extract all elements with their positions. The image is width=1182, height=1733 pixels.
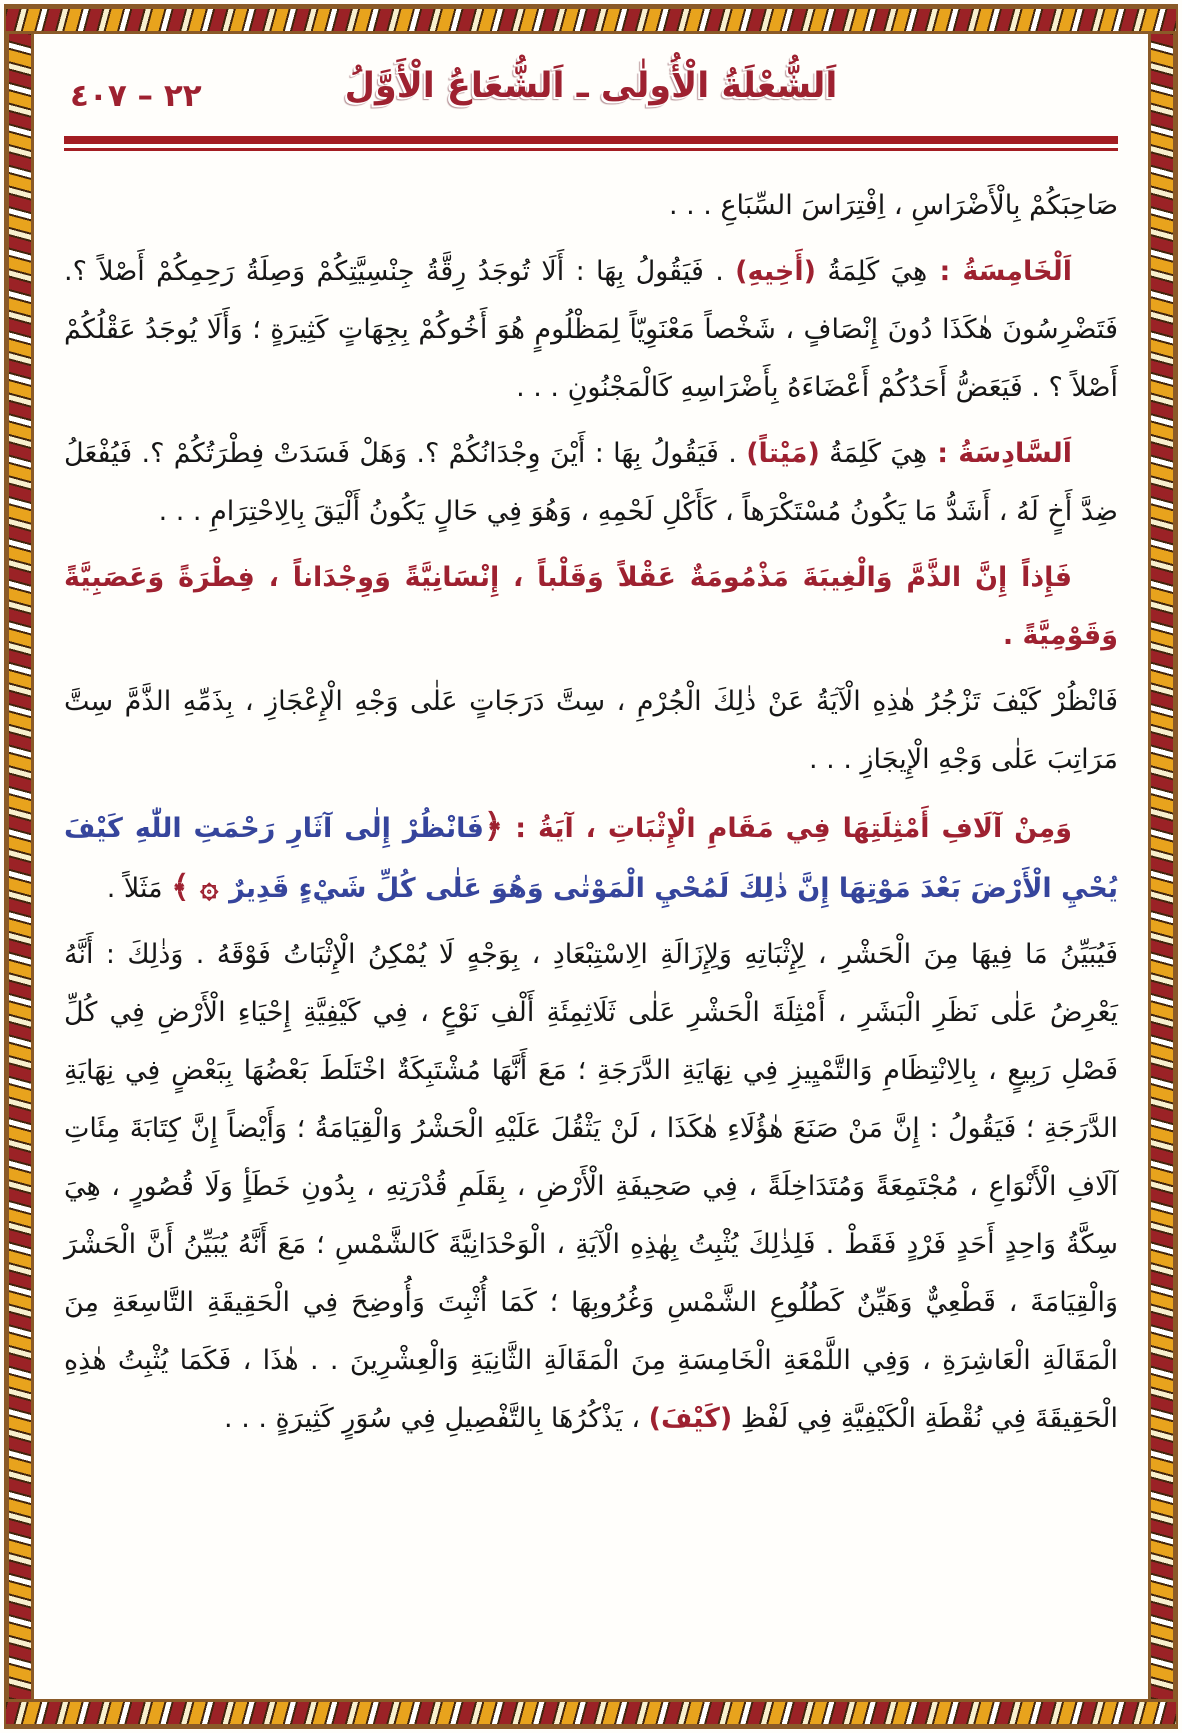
highlighted-word: (أَخِيهِ) (735, 256, 816, 287)
text-run: فَيُبَيِّنُ مَا فِيهَا مِنَ الْحَشْرِ ، لِإِثْبَاتِهِ وَلِإِزَالَةِ الِاسْتِبْعَادِ ، بِوَجْهٍ لَا يُمْكِنُ الْإِثْبَاتُ فَوْقَهُ . وَذٰلِكَ : أَنَّهُ يَعْرِضُ عَلٰى نَظَرِ الْبَشَرِ ، أَمْثِلَةَ الْحَشْرِ عَلٰى ثَلَاثِمِئَةِ أَلْفِ نَوْعٍ ، فِي كَيْفِيَّةِ إِحْيَاءِ الْأَرْضِ فِي كُلِّ فَصْلِ رَبِيعٍ ، بِالِانْتِظَامِ وَالتَّمْيِيزِ فِي نِهَايَةِ الدَّرَجَةِ ؛ مَعَ أَنَّهَا مُشْتَبِكَةٌ اخْتَلَطَ بَعْضُهَا بِبَعْضٍ فِي نِهَايَةِ الدَّرَجَةِ ؛ فَيَقُولُ : إِنَّ مَنْ صَنَعَ هٰؤُلَاءِ هٰكَذَا ، لَنْ يَثْقُلَ عَلَيْهِ الْحَشْرُ وَالْقِيَامَةُ ؛ وَأَيْضاً إِنَّ كِتَابَةَ مِئَاتِ آلَافِ الْأَنْوَاعِ ، مُجْتَمِعَةً وَمُتَدَاخِلَةً ، فِي صَحِيفَةِ الْأَرْضِ ، بِقَلَمِ قُدْرَتِهِ ، بِدُونِ خَطَأٍ وَلَا قُصُورٍ ، هِيَ سِكَّةُ وَاحِدٍ أَحَدٍ فَرْدٍ فَقَطْ . فَلِذٰلِكَ يُثْبِتُ بِهٰذِهِ الْآيَةِ ، الْوَحْدَانِيَّةَ كَالشَّمْسِ ؛ مَعَ أَنَّهُ يُبَيِّنُ أَنَّ الْحَشْرَ وَالْقِيَامَةَ ، قَطْعِيٌّ وَهَيِّنٌ كَطُلُوعِ الشَّمْسِ وَغُرُوبِهَا ؛ كَمَا أُثْبِتَ وَأُوضِحَ فِي الْحَقِيقَةِ التَّاسِعَةِ مِنَ الْمَقَالَةِ الْعَاشِرَةِ ، وَفِي اللَّمْعَةِ الْخَامِسَةِ مِنَ الْمَقَالَةِ الثَّانِيَةِ وَالْعِشْرِينَ . . هٰذَا ، فَكَمَا يُثْبِتُ هٰذِهِ الْحَقِيقَةَ فِي نُقْطَةِ الْكَيْفِيَّةِ فِي لَفْظِ (64, 939, 1118, 1434)
section-label-sixth: اَلسَّادِسَةُ : (927, 438, 1072, 469)
header-rule-thick (64, 136, 1118, 144)
verse-intro: وَمِنْ آلَافِ أَمْثِلَتِهَا فِي مَقَامِ الْإِثْبَاتِ ، آيَةُ : (503, 813, 1072, 844)
page-header (64, 52, 1118, 126)
border-right-chain (1148, 34, 1176, 1699)
paragraph-fifth-word (64, 243, 1118, 417)
paragraph-verse (64, 797, 1118, 918)
text-run: . فَيَقُولُ بِهَا : أَلَا تُوجَدُ رِقَّةُ جِنْسِيَّتِكُمْ وَصِلَةُ رَحِمِكُمْ أَصْلاً ؟. فَتَضْرِسُونَ هٰكَذَا دُونَ إِنْصَافٍ ، شَخْصاً مَعْنَوِيّاً لِمَظْلُومٍ هُوَ أَخُوكُمْ بِجِهَاتٍ كَثِيرَةٍ ؛ وَأَلَا يُوجَدُ عَقْلُكُمْ أَصْلاً ؟ . فَيَعَضُّ أَحَدُكُمْ أَعْضَاءَهُ بِأَضْرَاسِهِ كَالْمَجْنُونِ . . . (64, 256, 1118, 403)
text-run: . فَيَقُولُ بِهَا : أَيْنَ وِجْدَانُكُمْ ؟. وَهَلْ فَسَدَتْ فِطْرَتُكُمْ ؟. فَيُفْعَلُ ضِدَّ أَخٍ لَهُ ، أَشَدُّ مَا يَكُونُ مُسْتَكْرَهاً ، كَأَكْلِ لَحْمِهِ ، وَهُوَ فِي حَالٍ يَكُونُ أَلْيَقَ بِالِاحْتِرَامِ . . . (64, 438, 1118, 527)
highlighted-word: (مَيْتاً) (746, 438, 820, 469)
section-label-fifth: اَلْخَامِسَةُ : (927, 256, 1072, 287)
text-run: صَاحِبَكُمْ بِالْأَضْرَاسِ ، اِفْتِرَاسَ السِّبَاعِ . . . (668, 190, 1118, 221)
header-rule-thin (64, 148, 1118, 151)
quran-verse: فَانْظُرْ إِلٰى آثَارِ رَحْمَتِ اللّٰهِ كَيْفَ يُحْيِ الْأَرْضَ بَعْدَ مَوْتِهَا إِنَّ ذٰلِكَ لَمُحْيِ الْمَوْتٰى وَهُوَ عَلٰى كُلِّ شَيْءٍ قَدِيرٌ (64, 813, 1118, 904)
border-bottom-chain (6, 1699, 1176, 1727)
paragraph-explanation (64, 926, 1118, 1448)
text-run: ، يَذْكُرُهَا بِالتَّفْصِيلِ فِي سُوَرٍ كَثِيرَةٍ . . . (224, 1403, 649, 1434)
highlighted-word-kayfa: (كَيْفَ) (648, 1403, 733, 1434)
border-top-chain (6, 6, 1176, 34)
page-number: ٢٢ – ٤٠٧ (70, 78, 202, 114)
paragraph-intro-continuation (64, 177, 1118, 235)
paragraph-verdict-red (64, 549, 1118, 665)
page-content (64, 52, 1118, 1456)
page-title: اَلشُّعْلَةُ الْأُولٰى ـ اَلشُّعَاعُ الْأَوَّلُ (344, 66, 838, 106)
text-run: هِيَ كَلِمَةُ (815, 256, 928, 287)
paragraph-look-how (64, 673, 1118, 789)
text-run: هِيَ كَلِمَةُ (819, 438, 928, 469)
text-run: فَانْظُرْ كَيْفَ تَزْجُرُ هٰذِهِ الْآيَةُ عَنْ ذٰلِكَ الْجُرْمِ ، سِتَّ دَرَجَاتٍ عَلٰى وَجْهِ الْإِعْجَازِ ، بِذَمِّهِ الذَّمَّ سِتَّ مَرَاتِبَ عَلٰى وَجْهِ الْإِيجَازِ . . . (64, 686, 1118, 775)
rub-el-hizb-rosette-icon: ۞ ﴾ (171, 869, 230, 905)
paragraph-sixth-word (64, 425, 1118, 541)
text-run: مَثَلاً . (106, 873, 172, 904)
body-text (64, 177, 1118, 1448)
quran-bracket-open-icon: ﴿ (483, 806, 504, 845)
border-left-chain (6, 34, 34, 1699)
emphasis-sentence: فَإِذاً إِنَّ الذَّمَّ وَالْغِيبَةَ مَذْمُومَةٌ عَقْلاً وَقَلْباً ، إِنْسَانِيَّةً وَوِجْدَاناً ، فِطْرَةً وَعَصَبِيَّةً وَقَوْمِيَّةً . (64, 562, 1118, 651)
